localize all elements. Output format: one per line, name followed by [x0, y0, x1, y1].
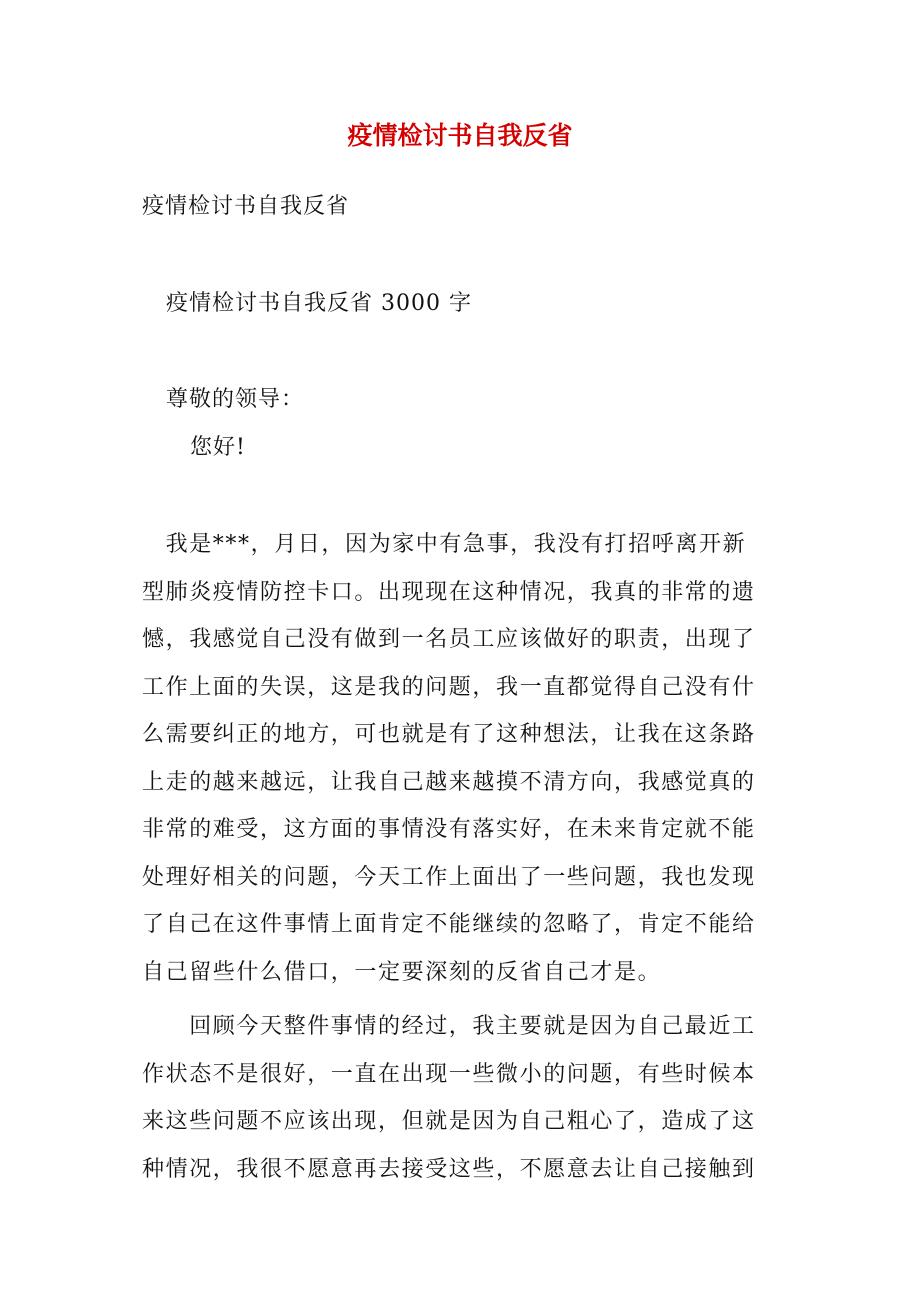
- paragraph-2: [142, 1011, 782, 1201]
- document-heading: 疫情检讨书自我反省 3000 字: [166, 291, 472, 316]
- paragraph-line: 么需要纠正的地方，可也就是有了这种想法，让我在这条路: [142, 722, 756, 747]
- paragraph-line: 自己留些什么借口，一定要深刻的反省自己才是。: [142, 959, 662, 985]
- paragraph-line: 作状态不是很好，一直在出现一些微小的问题，有些时候本: [142, 1061, 756, 1087]
- paragraph-line: 工作上面的失误，这是我的问题，我一直都觉得自己没有什: [142, 674, 756, 700]
- paragraph-line: 来这些问题不应该出现，但就是因为自己粗心了，造成了这: [142, 1109, 756, 1134]
- paragraph-line: 种情况，我很不愿意再去接受这些，不愿意去让自己接触到: [142, 1156, 756, 1182]
- document-title: 疫情检讨书自我反省: [347, 121, 573, 150]
- paragraph-line: 回顾今天整件事情的经过，我主要就是因为自己最近工: [142, 1014, 756, 1039]
- paragraph-1: [142, 529, 782, 1004]
- greeting: 您好!: [190, 435, 246, 460]
- paragraph-line: 了自己在这件事情上面肯定不能继续的忽略了，肯定不能给: [142, 912, 756, 937]
- paragraph-line: 处理好相关的问题，今天工作上面出了一些问题，我也发现: [142, 864, 756, 890]
- document-subtitle: 疫情检讨书自我反省: [142, 194, 350, 219]
- paragraph-line: 非常的难受，这方面的事情没有落实好，在未来肯定就不能: [142, 817, 756, 842]
- paragraph-line: 上走的越来越远，让我自己越来越摸不清方向，我感觉真的: [142, 769, 756, 795]
- paragraph-line: 我是***，月日，因为家中有急事，我没有打招呼离开新: [142, 532, 747, 557]
- paragraph-line: 憾，我感觉自己没有做到一名员工应该做好的职责，出现了: [142, 627, 756, 652]
- salutation: 尊敬的领导：: [166, 387, 305, 412]
- paragraph-line: 型肺炎疫情防控卡口。出现现在这种情况，我真的非常的遗: [142, 579, 756, 605]
